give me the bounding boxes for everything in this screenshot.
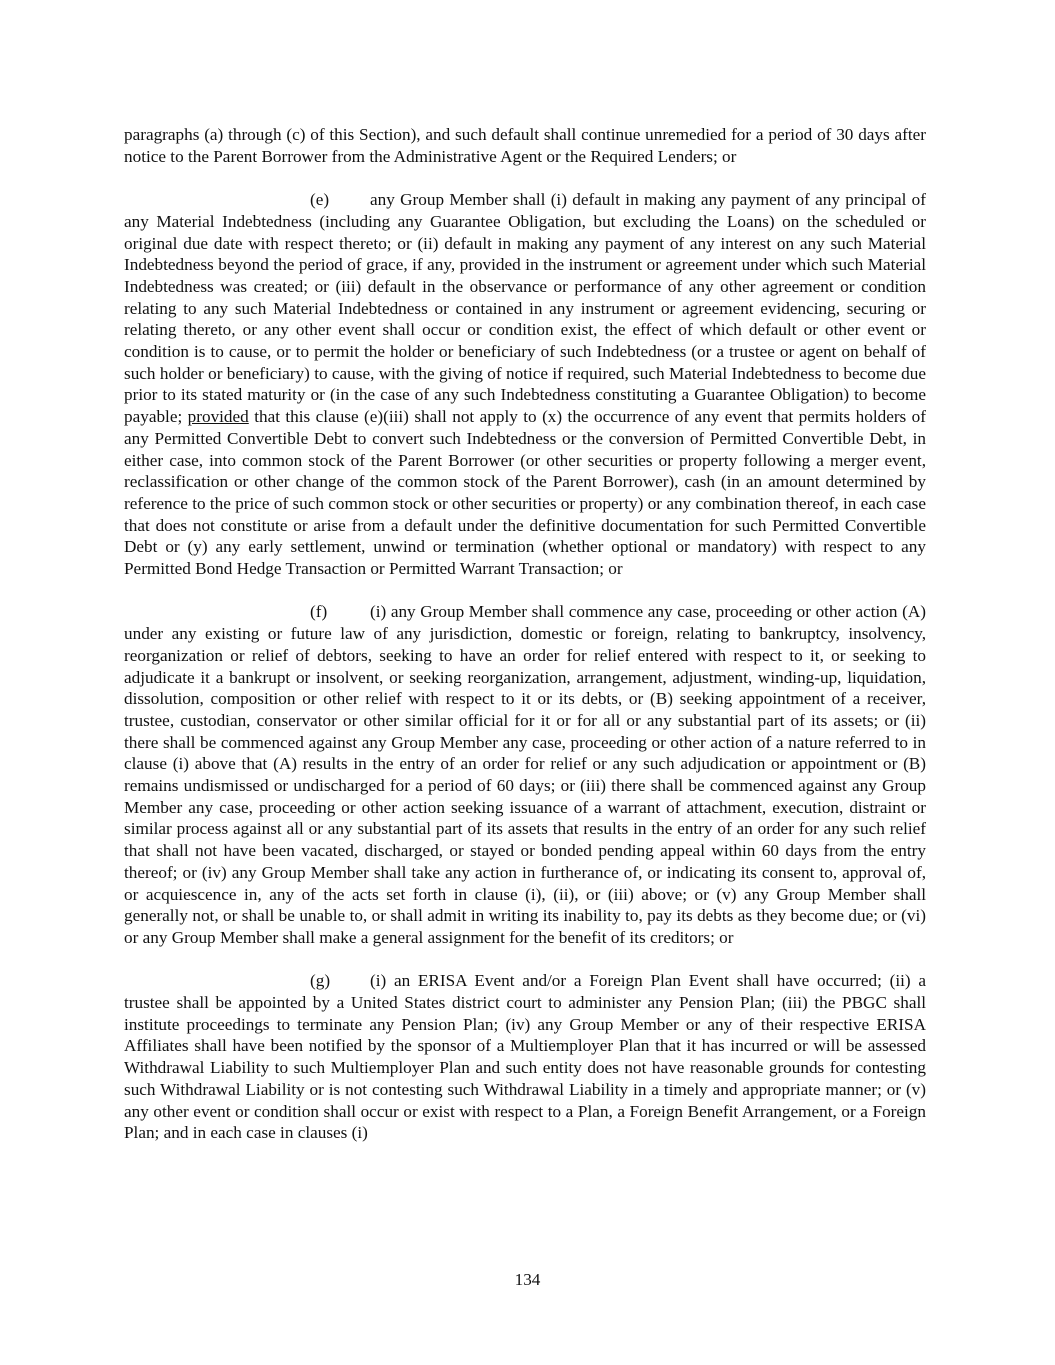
clause-e-label: (e) bbox=[310, 190, 330, 210]
clause-f-paragraph bbox=[124, 601, 926, 948]
continuation-text: paragraphs (a) through (c) of this Section), and such default shall continue unremedied for a period of 30 days after notice to the Parent Borrower from the Administrative Agent or the Required Lenders; or bbox=[124, 125, 926, 166]
page-number: 134 bbox=[514, 1270, 541, 1289]
clause-e-provided: provided bbox=[187, 407, 249, 427]
clause-g-text: (i) an ERISA Event and/or a Foreign Plan Event shall have occurred; (ii) a trustee shall be appointed by a United States district court to administer any Pension Plan; (iii) the PBGC shall institute proceedings to terminate any Pension Plan; (iv) any Group Member or any of their respective ERISA Affiliates shall have been notified by the sponsor of a Multiemployer Plan that it has incurred or will be assessed Withdrawal Liability to such Multiemployer Plan and such entity does not have reasonable grounds for contesting such Withdrawal Liability or is not contesting such Withdrawal Liability in a timely and appropriate manner; or (v) any other event or condition shall occur or exist with respect to a Plan, a Foreign Benefit Arrangement, or a Foreign Plan; and in each case in clauses (i) bbox=[124, 971, 926, 1143]
clause-e-text-before: any Group Member shall (i) default in making any payment of any principal of any Material Indebtedness (including any Guarantee Obligation, but excluding the Loans) on the scheduled or original due date with respect thereto; or (ii) default in making any payment of any interest on any such Material Indebtedness beyond the period of grace, if any, provided in the instrument or agreement under which such Material Indebtedness was created; or (iii) default in the observance or performance of any other agreement or condition relating to any such Material Indebtedness or contained in any instrument or agreement evidencing, securing or relating thereto, or any other event shall occur or condition exist, the effect of which default or other event or condition is to cause, or to permit the holder or beneficiary of such Indebtedness (or a trustee or agent on behalf of such holder or beneficiary) to cause, with the giving of notice if required, such Material Indebtedness to become due prior to its stated maturity or (in the case of any such Indebtedness constituting a Guarantee Obligation) to become payable; bbox=[124, 190, 926, 427]
clause-g-paragraph bbox=[124, 970, 926, 1144]
clause-g-label: (g) bbox=[310, 971, 331, 991]
continuation-paragraph bbox=[124, 124, 926, 167]
clause-f-text: (i) any Group Member shall commence any case, proceeding or other action (A) under any existing or future law of any jurisdiction, domestic or foreign, relating to bankruptcy, insolvency, reorganization or relief of debtors, seeking to have an order for relief entered with respect to it, or seeking to adjudicate it a bankrupt or insolvent, or seeking reorganization, arrangement, adjustment, winding-up, liquidation, dissolution, composition or other relief with respect to it or its debts, or (B) seeking appointment of a receiver, trustee, custodian, conservator or other similar official for it or for all or any substantial part of its assets; or (ii) there shall be commenced against any Group Member any case, proceeding or other action of a nature referred to in clause (i) above that (A) results in the entry of an order for relief or any such adjudication or appointment or (B) remains undismissed or undischarged for a period of 60 days; or (iii) there shall be commenced against any Group Member any case, proceeding or other action seeking issuance of a warrant of attachment, execution, distraint or similar process against all or any substantial part of its assets that results in the entry of an order for any such relief that shall not have been vacated, discharged, or stayed or bonded pending appeal within 60 days from the entry thereof; or (iv) any Group Member shall take any action in furtherance of, or indicating its consent to, approval of, or acquiescence in, any of the acts set forth in clause (i), (ii), or (iii) above; or (v) any Group Member shall generally not, or shall be unable to, or shall admit in writing its inability to, pay its debts as they become due; or (vi) or any Group Member shall make a general assignment for the benefit of its creditors; or bbox=[124, 602, 926, 947]
clause-f-label: (f) bbox=[310, 602, 328, 622]
page-body bbox=[124, 124, 926, 1144]
clause-e-paragraph bbox=[124, 189, 926, 580]
clause-e-text-after: that this clause (e)(iii) shall not apply to (x) the occurrence of any event that permits holders of any Permitted Convertible Debt to convert such Indebtedness or the conversion of Permitted Convertible Debt, in either case, into common stock of the Parent Borrower (or other securities or property following a merger event, reclassification or other change of the common stock of the Parent Borrower), cash (in an amount determined by reference to the price of such common stock or other securities or property) or any combination thereof, in each case that does not constitute or arise from a default under the definitive documentation for such Permitted Convertible Debt or (y) any early settlement, unwind or termination (whether optional or mandatory) with respect to any Permitted Bond Hedge Transaction or Permitted Warrant Transaction; or bbox=[124, 407, 926, 579]
